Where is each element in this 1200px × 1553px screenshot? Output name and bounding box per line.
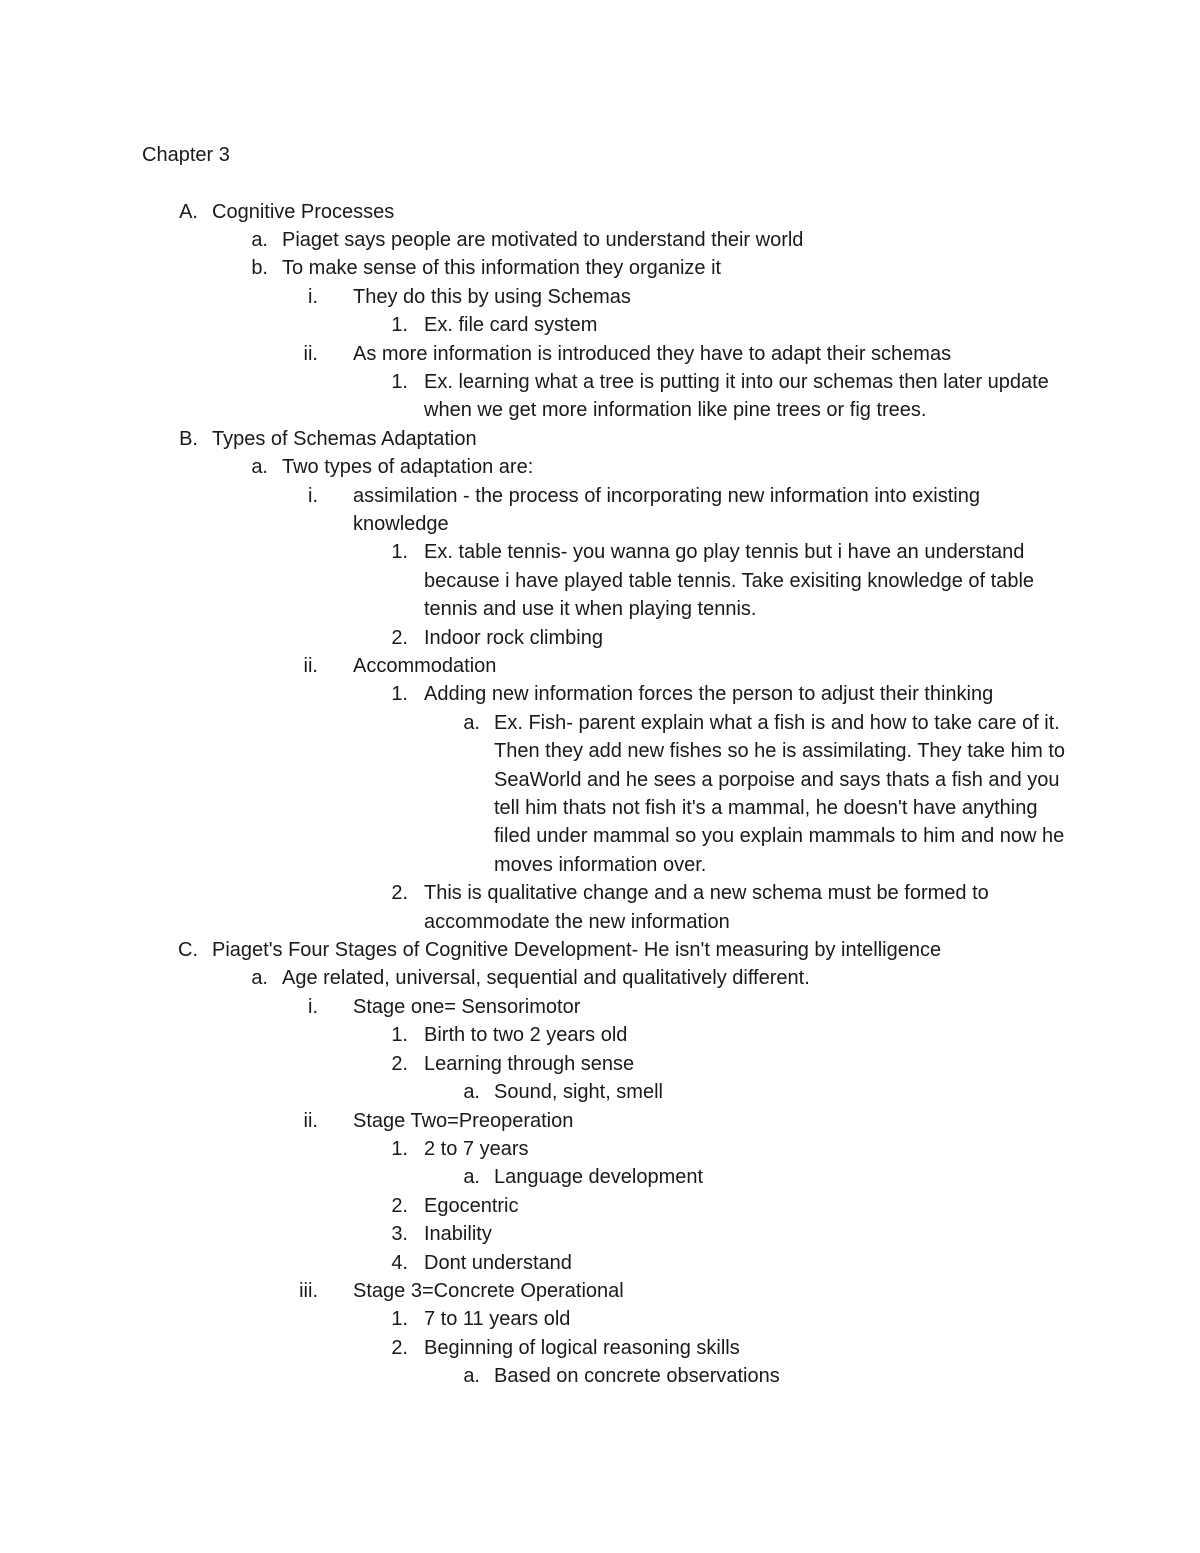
list-item-text: Egocentric — [424, 1194, 519, 1217]
list-item-text: Piaget says people are motivated to understand their world — [282, 228, 804, 251]
list-marker: 2. — [391, 1052, 408, 1075]
list-item — [0, 1249, 1200, 1277]
list-marker: a. — [251, 228, 268, 251]
list-item-text: 7 to 11 years old — [424, 1308, 571, 1331]
list-item — [0, 993, 1200, 1021]
list-item — [0, 1021, 1200, 1049]
list-item — [0, 1220, 1200, 1248]
list-marker: i. — [308, 484, 318, 507]
list-marker: i. — [308, 285, 318, 308]
list-marker: a. — [251, 967, 268, 990]
list-item — [0, 964, 1200, 992]
list-marker: a. — [463, 711, 480, 734]
list-item-text: This is qualitative change and a new schema must be formed to accommodate the new information — [424, 882, 989, 933]
list-item — [0, 1107, 1200, 1135]
list-marker: ii. — [303, 655, 318, 677]
list-item — [0, 1305, 1200, 1333]
list-item-text: Accommodation — [353, 655, 497, 677]
list-item-text: Age related, universal, sequential and qualitatively different. — [282, 967, 810, 990]
list-item — [0, 624, 1200, 652]
list-item-text: Indoor rock climbing — [424, 626, 603, 649]
list-marker: 1. — [391, 370, 408, 393]
list-item-text: Piaget's Four Stages of Cognitive Development- He isn't measuring by intelligence — [212, 939, 942, 962]
list-marker: a. — [463, 1166, 480, 1189]
list-marker: i. — [308, 995, 318, 1018]
list-item-text: Dont understand — [424, 1251, 572, 1274]
list-item-text: To make sense of this information they organize it — [282, 257, 722, 280]
list-item — [0, 340, 1200, 368]
list-marker: 1. — [391, 314, 408, 337]
list-item-text: Language development — [494, 1166, 704, 1189]
list-item-text: Beginning of logical reasoning skills — [424, 1336, 740, 1359]
list-marker: 4. — [391, 1251, 408, 1274]
list-item-text: assimilation - the process of incorporating new information into existing knowledge — [353, 484, 980, 535]
list-item-text: Ex. Fish- parent explain what a fish is and how to take care of it. Then they add new fishes so he is assimilating. They take him to SeaWorld and he sees a porpoise and says thats a fish and you tell him thats not fish it's a mammal, he doesn't have anything filed under mammal so you explain mammals to him and now he moves information over. — [494, 711, 1066, 876]
list-item-text: 2 to 7 years — [424, 1137, 529, 1160]
list-item — [0, 1277, 1200, 1305]
list-item — [0, 1192, 1200, 1220]
list-marker: 1. — [391, 541, 408, 564]
list-marker: a. — [251, 456, 268, 479]
list-marker: iii. — [299, 1279, 318, 1302]
list-item — [0, 1050, 1200, 1078]
list-item-text: As more information is introduced they have to adapt their schemas — [353, 342, 952, 365]
list-item-text: Stage 3=Concrete Operational — [353, 1279, 624, 1302]
list-marker: C. — [178, 939, 198, 962]
list-item-text: Inability — [424, 1223, 492, 1246]
list-item — [0, 283, 1200, 311]
list-item — [0, 652, 1200, 680]
list-item-text: Two types of adaptation are: — [282, 456, 534, 479]
list-item — [0, 311, 1200, 339]
list-item-text: Stage one= Sensorimotor — [353, 995, 581, 1018]
list-item — [0, 1078, 1200, 1106]
list-item — [0, 538, 1200, 623]
list-item-text: Types of Schemas Adaptation — [212, 427, 477, 450]
list-marker: ii. — [303, 342, 318, 365]
list-item — [0, 709, 1200, 879]
list-item-text: Ex. table tennis- you wanna go play tennis but i have an understand because i have played table tennis. Take exisiting knowledge of table tennis and use it when playing tennis. — [424, 541, 1035, 621]
list-marker: a. — [463, 1081, 480, 1104]
list-item-text: Learning through sense — [424, 1052, 635, 1075]
list-marker: B. — [179, 427, 198, 450]
list-item — [0, 1135, 1200, 1163]
list-item — [0, 1334, 1200, 1362]
section-cognitive-processes — [0, 198, 1200, 226]
list-item-text: Adding new information forces the person to adjust their thinking — [424, 683, 994, 706]
list-item — [0, 1362, 1200, 1390]
list-marker: ii. — [303, 1109, 318, 1132]
list-item — [0, 482, 1200, 539]
list-item-text: Sound, sight, smell — [494, 1081, 663, 1104]
list-item — [0, 879, 1200, 936]
list-marker: 2. — [391, 1194, 408, 1217]
section-schema-adaptation — [0, 425, 1200, 453]
list-item-text: Cognitive Processes — [212, 200, 395, 223]
list-marker: A. — [179, 200, 198, 223]
list-marker: 3. — [391, 1223, 408, 1246]
outline-list — [0, 198, 1200, 1391]
list-marker: 1. — [391, 1137, 408, 1160]
list-item — [0, 254, 1200, 282]
list-item-text: They do this by using Schemas — [353, 285, 631, 308]
list-marker: 1. — [391, 683, 408, 706]
list-marker: b. — [251, 257, 268, 280]
list-item-text: Ex. file card system — [424, 314, 598, 337]
list-marker: 2. — [391, 1336, 408, 1359]
list-item-text: Stage Two=Preoperation — [353, 1109, 574, 1132]
list-item — [0, 368, 1200, 425]
section-piaget-stages — [0, 936, 1200, 964]
list-marker: 2. — [391, 626, 408, 649]
list-item — [0, 453, 1200, 481]
list-item-text: Birth to two 2 years old — [424, 1024, 628, 1047]
list-item — [0, 680, 1200, 708]
list-marker: 2. — [391, 882, 408, 905]
list-item-text: Based on concrete observations — [494, 1365, 780, 1388]
list-marker: a. — [463, 1365, 480, 1388]
list-item — [0, 226, 1200, 254]
list-item — [0, 1163, 1200, 1191]
list-item-text: Ex. learning what a tree is putting it into our schemas then later update when we get more information like pine trees or fig trees. — [424, 370, 1049, 422]
list-marker: 1. — [391, 1308, 408, 1331]
list-marker: 1. — [391, 1024, 408, 1047]
chapter-title: Chapter 3 — [142, 144, 230, 166]
